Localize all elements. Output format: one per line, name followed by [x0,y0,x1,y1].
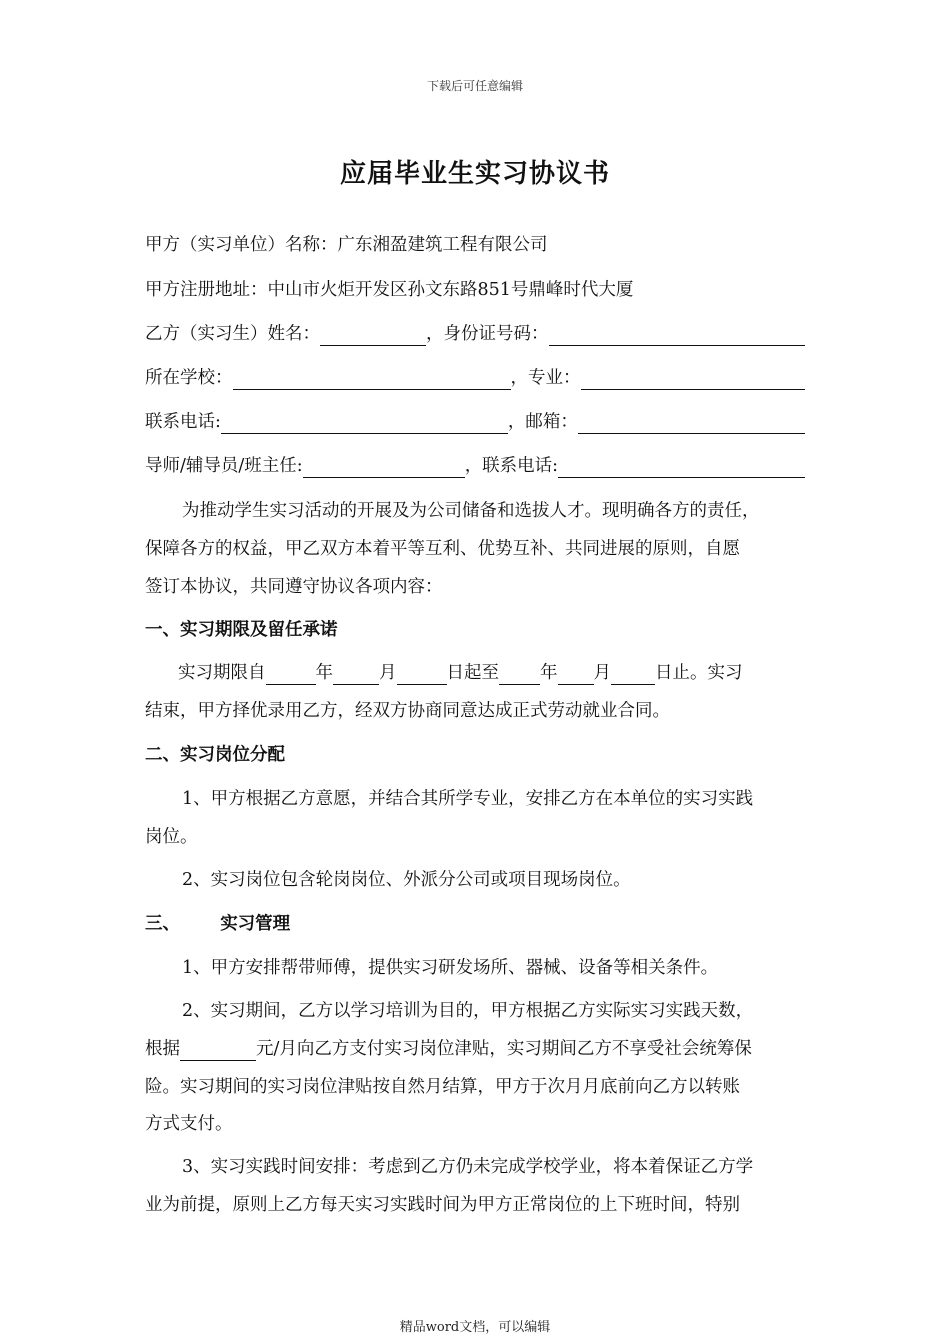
party-a-address: 甲方注册地址：中山市火炬开发区孙文东路851号鼎峰时代大厦 [145,280,634,300]
section-3-p2-line-2 [145,1037,805,1061]
start-year-blank[interactable] [266,665,316,685]
section-3-p1: 1、甲方安排帮带师傅，提供实习研发场所、器械、设备等相关条件。 [182,958,719,978]
intro-line-2: 保障各方的权益，甲乙双方本着平等互利、优势互补、共同进展的原则，自愿 [145,539,740,559]
section-3-p2-line-1: 2、实习期间，乙方以学习培训为目的，甲方根据乙方实际实习实践天数， [182,1001,754,1021]
major-label: ，专业： [510,368,581,388]
page-header: 下载后可任意编辑 [426,79,523,93]
year-label: 年 [315,663,333,683]
allowance-prefix: 根据 [145,1039,180,1059]
intro-line-1: 为推动学生实习活动的开展及为公司储备和选拔人才。现明确各方的责任， [182,501,760,521]
field-row-phone-email [145,410,805,434]
start-day-blank[interactable] [397,665,447,685]
year-label-2: 年 [540,663,558,683]
id-number-blank[interactable] [549,326,806,346]
section-2-heading: 二、实习岗位分配 [145,745,285,765]
section-3-p2-line-4: 方式支付。 [145,1114,233,1134]
month-label-2: 月 [593,663,611,683]
day-from-label: 日起至 [446,663,499,683]
intro-line-3: 签订本协议，共同遵守协议各项内容： [145,577,443,597]
phone-label: 联系电话: [145,412,221,432]
section-3-p3-line-1: 3、实习实践时间安排：考虑到乙方仍未完成学校学业，将本着保证乙方学 [182,1157,754,1177]
start-month-blank[interactable] [333,665,379,685]
tutor-phone-blank[interactable] [558,458,805,478]
school-blank[interactable] [233,370,511,390]
major-blank[interactable] [581,370,806,390]
id-label: ，身份证号码： [426,324,549,344]
period-start-label: 实习期限自 [178,663,266,683]
end-year-blank[interactable] [499,665,540,685]
tutor-phone-label: ，联系电话: [464,456,559,476]
section-3-heading [145,912,290,936]
allowance-suffix: 元/月向乙方支付实习岗位津贴，实习期间乙方不享受社会统筹保 [256,1039,752,1059]
name-label: 乙方（实习生）姓名： [145,324,320,344]
name-blank[interactable] [320,326,426,346]
section-1-heading: 一、实习期限及留任承诺 [145,620,338,640]
school-label: 所在学校： [145,368,233,388]
section-1-line-2: 结束，甲方择优录用乙方，经双方协商同意达成正式劳动就业合同。 [145,701,670,721]
tutor-label: 导师/辅导员/班主任: [145,456,303,476]
field-row-school-major [145,366,805,390]
period-row [178,661,805,685]
tutor-blank[interactable] [303,458,465,478]
day-to-label: 日止。实习 [655,663,743,683]
field-row-name-id [145,322,805,346]
page-footer: 精品word文档，可以编辑 [399,1320,551,1335]
end-day-blank[interactable] [611,665,655,685]
section-2-p1-line-2: 岗位。 [145,827,198,847]
section-3-p3-line-2: 业为前提，原则上乙方每天实习实践时间为甲方正常岗位的上下班时间，特别 [145,1195,740,1215]
field-row-tutor [145,454,805,478]
section-3-p2-line-3: 险。实习期间的实习岗位津贴按自然月结算，甲方于次月月底前向乙方以转账 [145,1077,740,1097]
section-2-p2: 2、实习岗位包含轮岗岗位、外派分公司或项目现场岗位。 [182,870,631,890]
email-label: ，邮箱： [507,412,578,432]
email-blank[interactable] [578,414,805,434]
allowance-amount-blank[interactable] [180,1041,256,1061]
end-month-blank[interactable] [558,665,594,685]
month-label: 月 [379,663,397,683]
section-2-p1-line-1: 1、甲方根据乙方意愿，并结合其所学专业，安排乙方在本单位的实习实践 [182,789,754,809]
document-title: 应届毕业生实习协议书 [339,159,610,189]
section-3-number: 三、 [145,914,180,934]
section-3-title: 实习管理 [220,914,291,934]
phone-blank[interactable] [221,414,508,434]
party-a-name: 甲方（实习单位）名称：广东湘盈建筑工程有限公司 [145,235,548,255]
